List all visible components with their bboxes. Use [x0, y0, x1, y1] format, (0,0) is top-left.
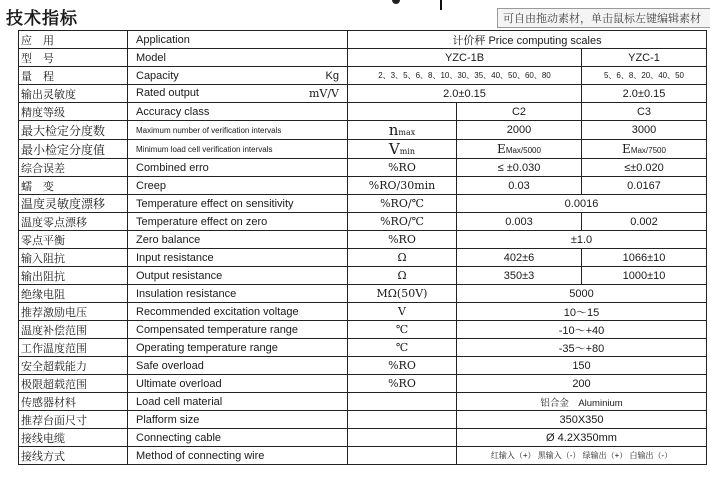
table-row: [19, 85, 707, 103]
row-unit: MΩ(50V): [348, 285, 457, 303]
unit-main: V: [388, 140, 400, 158]
row-label-zh: 推荐激励电压: [19, 303, 128, 321]
row-value-a: EMax/5000: [457, 140, 582, 159]
row-label-en-text: Rated output: [136, 87, 199, 99]
table-row: [19, 411, 707, 429]
row-unit: V: [348, 303, 457, 321]
row-label-zh: 温度零点漂移: [19, 213, 128, 231]
row-value: 150: [457, 357, 707, 375]
table-row: [19, 121, 707, 140]
row-label-zh: 蠕 变: [19, 177, 128, 195]
row-label-zh: 应 用: [19, 31, 128, 49]
table-row: [19, 393, 707, 411]
row-label-zh: 工作温度范围: [19, 339, 128, 357]
table-row: [19, 249, 707, 267]
row-label-en: [128, 85, 348, 103]
row-unit: ℃: [348, 339, 457, 357]
table-row: [19, 195, 707, 213]
table-row: [19, 285, 707, 303]
row-value: 350X350: [457, 411, 707, 429]
unit-main: n: [388, 121, 399, 139]
row-label-zh: 输出灵敏度: [19, 85, 128, 103]
row-value-a: 2000: [457, 121, 582, 140]
row-label-zh: 最小检定分度值: [19, 140, 128, 159]
row-unit: [348, 447, 457, 465]
row-value-a: 0.03: [457, 177, 582, 195]
row-label-zh: 输入阻抗: [19, 249, 128, 267]
row-label-en: Ultimate overload: [128, 375, 348, 393]
table-row: [19, 213, 707, 231]
edge-mark: [392, 0, 400, 4]
row-label-en: Combined erro: [128, 159, 348, 177]
row-unit: Ω: [348, 249, 457, 267]
row-value-b: 1000±10: [582, 267, 707, 285]
row-unit: mV/V: [308, 87, 339, 100]
row-value-a: YZC-1B: [348, 49, 582, 67]
row-value: Ø 4.2X350mm: [457, 429, 707, 447]
row-value-b: 3000: [582, 121, 707, 140]
row-label-zh: 绝缘电阻: [19, 285, 128, 303]
row-unit: %RO/30min: [348, 177, 457, 195]
row-label-en: Temperature effect on zero: [128, 213, 348, 231]
table-row: [19, 267, 707, 285]
table-row: [19, 31, 707, 49]
row-label-zh: 接线方式: [19, 447, 128, 465]
row-label-en: Input resistance: [128, 249, 348, 267]
row-label-zh: 温度灵敏度漂移: [19, 195, 128, 213]
edge-mark: [440, 0, 442, 10]
row-value-b: 0.0167: [582, 177, 707, 195]
row-value-a: C2: [457, 103, 582, 121]
row-label-en: [128, 67, 348, 85]
row-unit: [348, 393, 457, 411]
row-label-zh: 输出阻抗: [19, 267, 128, 285]
row-label-en: Accuracy class: [128, 103, 348, 121]
row-unit: ℃: [348, 321, 457, 339]
row-label-zh: 零点平衡: [19, 231, 128, 249]
row-value-b: YZC-1: [582, 49, 707, 67]
row-value-a: 0.003: [457, 213, 582, 231]
row-unit: Ω: [348, 267, 457, 285]
row-unit: %RO: [348, 159, 457, 177]
row-value: ±1.0: [457, 231, 707, 249]
row-value-b: 1066±10: [582, 249, 707, 267]
tooltip: 可自由拖动素材，单击鼠标左键编辑素材: [497, 8, 710, 28]
table-row: [19, 303, 707, 321]
row-label-en: Insulation resistance: [128, 285, 348, 303]
spec-table: [18, 30, 707, 465]
table-row: [19, 429, 707, 447]
row-value: 红输入（+） 黑输入（-） 绿输出（+） 白输出（-）: [457, 447, 707, 465]
row-value-b: C3: [582, 103, 707, 121]
row-label-en: Model: [128, 49, 348, 67]
table-row: [19, 339, 707, 357]
row-value-b: ≤±0.020: [582, 159, 707, 177]
row-label-zh: 综合误差: [19, 159, 128, 177]
row-value-b: 0.002: [582, 213, 707, 231]
row-label-en: Method of connecting wire: [128, 447, 348, 465]
row-label-en: Safe overload: [128, 357, 348, 375]
table-row: [19, 231, 707, 249]
row-value: 计价秤 Price computing scales: [348, 31, 707, 49]
row-unit: Kg: [325, 69, 339, 82]
row-value-b: EMax/7500: [582, 140, 707, 159]
table-row: [19, 177, 707, 195]
row-label-zh: 推荐台面尺寸: [19, 411, 128, 429]
row-value: 5000: [457, 285, 707, 303]
row-label-en: Plafform size: [128, 411, 348, 429]
row-value: 10～15: [457, 303, 707, 321]
row-label-zh: 传感器材料: [19, 393, 128, 411]
row-label-en: Maximum number of verification intervals: [128, 121, 348, 140]
row-value-b: 2.0±0.15: [582, 85, 707, 103]
row-label-zh: 接线电缆: [19, 429, 128, 447]
row-label-en: Compensated temperature range: [128, 321, 348, 339]
row-label-en: Recommended excitation voltage: [128, 303, 348, 321]
row-value-a: ≤ ±0.030: [457, 159, 582, 177]
row-label-en: Connecting cable: [128, 429, 348, 447]
row-unit: [348, 429, 457, 447]
table-row: [19, 357, 707, 375]
row-value-a: 350±3: [457, 267, 582, 285]
row-label-zh: 极限超载范围: [19, 375, 128, 393]
row-unit: [348, 411, 457, 429]
table-row: [19, 447, 707, 465]
row-label-zh: 最大检定分度数: [19, 121, 128, 140]
row-value: 0.0016: [457, 195, 707, 213]
table-row: [19, 67, 707, 85]
row-label-en-text: Capacity: [136, 69, 179, 82]
row-value: -10～+40: [457, 321, 707, 339]
table-row: [19, 321, 707, 339]
row-value-a: 2、3、5、6、8、10、30、35、40、50、60、80: [348, 67, 582, 85]
row-label-zh: 温度补偿范围: [19, 321, 128, 339]
row-label-zh: 型 号: [19, 49, 128, 67]
row-label-en: Zero balance: [128, 231, 348, 249]
row-label-en: Application: [128, 31, 348, 49]
row-value-a: 402±6: [457, 249, 582, 267]
row-label-zh: 精度等级: [19, 103, 128, 121]
row-unit: %RO/℃: [348, 213, 457, 231]
table-row: [19, 140, 707, 159]
row-unit: %RO: [348, 231, 457, 249]
row-unit: %RO: [348, 357, 457, 375]
row-unit: %RO: [348, 375, 457, 393]
page-title: 技术指标: [6, 9, 78, 29]
row-value: 200: [457, 375, 707, 393]
table-row: [19, 49, 707, 67]
row-label-en: Load cell material: [128, 393, 348, 411]
row-value: -35～+80: [457, 339, 707, 357]
row-unit: %RO/℃: [348, 195, 457, 213]
row-unit: [348, 103, 457, 121]
table-row: [19, 103, 707, 121]
row-label-zh: 量 程: [19, 67, 128, 85]
row-value-a: 2.0±0.15: [348, 85, 582, 103]
table-row: [19, 375, 707, 393]
unit-sub: min: [399, 147, 416, 156]
table-row: [19, 159, 707, 177]
row-unit: [348, 121, 457, 140]
row-label-en: Output resistance: [128, 267, 348, 285]
row-label-en: Creep: [128, 177, 348, 195]
unit-sub: max: [398, 128, 416, 137]
row-label-zh: 安全超载能力: [19, 357, 128, 375]
row-value-b: 5、6、8、20、40、50: [582, 67, 707, 85]
row-label-en: Operating temperature range: [128, 339, 348, 357]
row-value: 铝合金 Aluminium: [457, 393, 707, 411]
row-unit: [348, 140, 457, 159]
row-label-en: Temperature effect on sensitivity: [128, 195, 348, 213]
row-label-en: Minimum load cell verification intervals: [128, 140, 348, 159]
